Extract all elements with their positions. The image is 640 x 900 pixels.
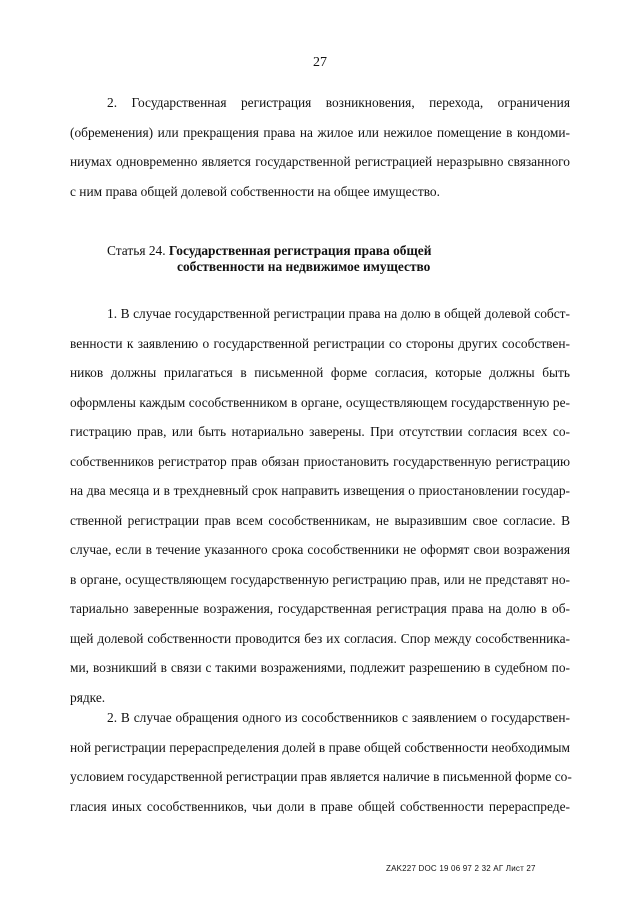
paragraph-shared-ownership-consent <box>70 299 570 712</box>
text-line: в органе, осуществляющем государственную регистрацию прав, или не представят но- <box>70 571 570 587</box>
article-title-part-1: Государственная регистрация права общей <box>168 243 432 258</box>
article-prefix: Статья 24. <box>107 243 169 258</box>
paragraph-share-redistribution <box>70 703 570 821</box>
text-line: гистрацию прав, или быть нотариально заверены. При отсутствии согласия всех со- <box>70 424 570 439</box>
text-line: оформлены каждым сособственником в органе, осуществляющем государственную ре- <box>70 394 570 410</box>
text-line: собственников регистратор прав обязан приостановить государственную регистрацию <box>70 453 570 469</box>
text-line: ников должны прилагаться в письменной форме согласия, которые должны быть <box>70 365 570 380</box>
article-title-part-2: собственности на недвижимое имущество <box>177 259 431 274</box>
text-line: щей долевой собственности проводится без их согласия. Спор между сособственника- <box>70 630 570 646</box>
text-line: (обременения) или прекращения права на жилое или нежилое помещение в кондоми- <box>70 124 570 140</box>
text-line: ственной регистрации прав всем сособственникам, не выразившим свое согласие. В <box>70 512 570 528</box>
page-number: 27 <box>313 55 327 70</box>
text-line: венности к заявлению о государственной регистрации со стороны других сособствен- <box>70 335 570 351</box>
text-line: 1. В случае государственной регистрации права на долю в общей долевой собст- <box>107 306 570 321</box>
article-heading-line-1 <box>107 243 431 259</box>
document-footer: ZAK227 DOC 19 06 97 2 32 АГ Лист 27 <box>386 864 536 873</box>
article-heading <box>107 243 431 275</box>
text-line: ниумах одновременно является государственной регистрацией неразрывно связанного <box>70 154 570 169</box>
text-line: ной регистрации перераспределения долей в праве общей собственности необходимым <box>70 739 570 755</box>
text-line: условием государственной регистрации прав является наличие в письменной форме со- <box>70 769 572 784</box>
text-line: с ним права общей долевой собственности на общее имущество. <box>70 183 440 199</box>
text-line: случае, если в течение указанного срока сособственники не оформят свои возражения <box>70 542 570 557</box>
text-line: тариально заверенные возражения, государственная регистрация права на долю в об- <box>70 601 570 616</box>
text-line: гласия иных сособственников, чьи доли в праве общей собственности перераспреде- <box>70 798 570 814</box>
text-line: 2. Государственная регистрация возникновения, перехода, ограничения <box>107 95 570 110</box>
text-line: рядке. <box>70 689 106 705</box>
text-line: 2. В случае обращения одного из сособственников с заявлением о государствен- <box>107 710 570 725</box>
text-line: ми, возникший в связи с такими возражениями, подлежит разрешению в судебном по- <box>70 660 570 675</box>
text-line: на два месяца и в трехдневный срок направить извещения о приостановлении государ- <box>70 483 570 498</box>
paragraph-apartment-registration <box>70 88 570 206</box>
